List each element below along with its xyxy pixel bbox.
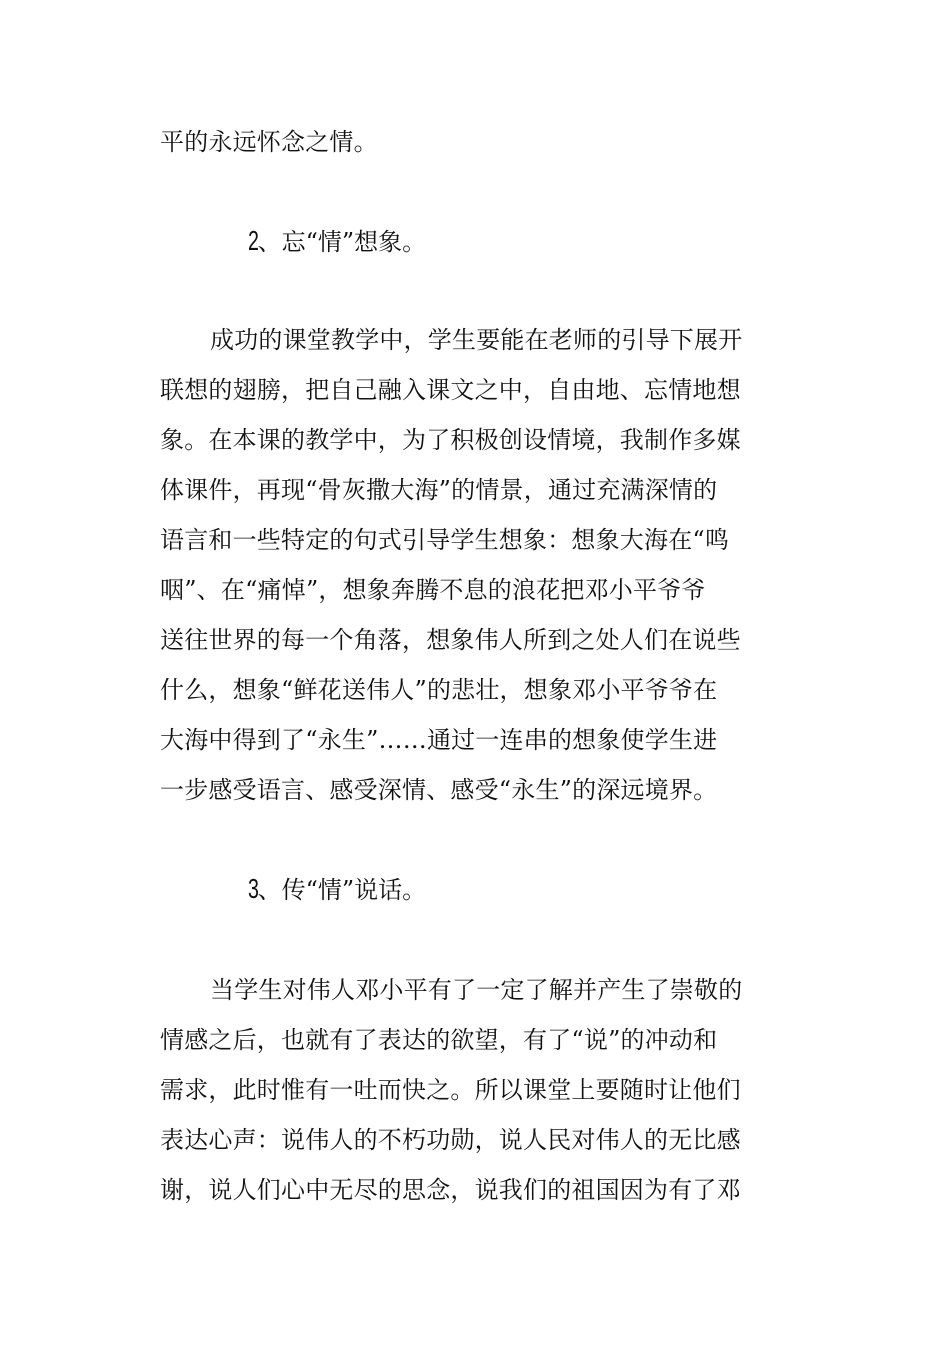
paragraph-line: 联想的翅膀，把自己融入课文之中，自由地、忘情地想 — [160, 376, 741, 404]
paragraph-line: 当学生对伟人邓小平有了一定了解并产生了崇敬的 — [210, 976, 743, 1004]
section-3-number: 3 — [248, 873, 259, 904]
paragraph-line: 象。在本课的教学中，为了积极创设情境，我制作多媒 — [160, 426, 741, 454]
paragraph-line: 谢，说人们心中无尽的思念，说我们的祖国因为有了邓 — [160, 1176, 741, 1204]
paragraph-line: 一步感受语言、感受深情、感受“永生”的深远境界。 — [160, 776, 718, 804]
paragraph-line: 什么，想象“鲜花送伟人”的悲壮，想象邓小平爷爷在 — [160, 676, 718, 704]
section-3-heading — [248, 874, 426, 905]
paragraph-line: 成功的课堂教学中，学生要能在老师的引导下展开 — [210, 326, 743, 354]
paragraph-line: 需求，此时惟有一吐而快之。所以课堂上要随时让他们 — [160, 1076, 741, 1104]
section-2-heading — [248, 226, 426, 257]
paragraph-line: 表达心声：说伟人的不朽功勋，说人民对伟人的无比感 — [160, 1126, 741, 1154]
section-2-number: 2 — [248, 225, 259, 256]
section-2-title: 、忘“情”想象。 — [257, 228, 427, 256]
paragraph-line: 情感之后，也就有了表达的欲望，有了“说”的冲动和 — [160, 1026, 718, 1054]
paragraph-line: 语言和一些特定的句式引导学生想象：想象大海在“鸣 — [160, 526, 730, 554]
paragraph-line: 大海中得到了“永生”……通过一连串的想象使学生进 — [160, 726, 718, 754]
continuation-line: 平的永远怀念之情。 — [160, 128, 378, 156]
section-3-title: 、传“情”说话。 — [257, 876, 427, 904]
paragraph-line: 体课件，再现“骨灰撒大海”的情景，通过充满深情的 — [160, 476, 718, 504]
paragraph-line: 送往世界的每一个角落，想象伟人所到之处人们在说些 — [160, 626, 741, 654]
paragraph-line: 咽”、在“痛悼”，想象奔腾不息的浪花把邓小平爷爷 — [160, 576, 706, 604]
